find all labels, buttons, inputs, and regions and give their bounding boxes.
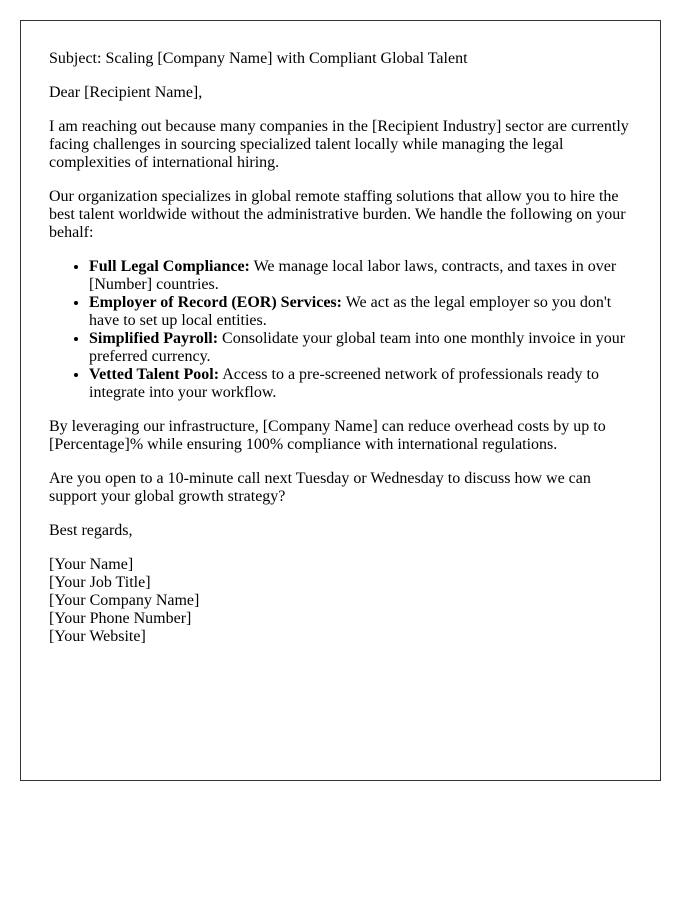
service-description: Access to a pre-screened network of professionals ready to integrate into your workflow. <box>89 366 599 401</box>
intro-paragraph: I am reaching out because many companies in the [Recipient Industry] sector are currently facing challenges in sourcing specialized talent locally while managing the legal complexities of international hiring. <box>49 118 629 171</box>
service-item-payroll <box>89 330 632 366</box>
signature-phone: [Your Phone Number] <box>49 610 192 627</box>
service-title: Full Legal Compliance: <box>89 258 250 275</box>
letter-body <box>21 21 660 646</box>
greeting: Dear [Recipient Name], <box>49 84 203 101</box>
service-title: Vetted Talent Pool: <box>89 366 220 383</box>
letter-container <box>20 20 661 781</box>
value-statement-paragraph: By leveraging our infrastructure, [Company Name] can reduce overhead costs by up to [Percentage]% while ensuring 100% compliance with international regulations. <box>49 418 606 453</box>
service-description: We manage local labor laws, contracts, and taxes in over [Number] countries. <box>89 258 617 293</box>
service-item-legal-compliance <box>89 258 632 294</box>
signature-name: [Your Name] <box>49 556 134 573</box>
services-list <box>49 258 632 402</box>
call-to-action-paragraph: Are you open to a 10-minute call next Tuesday or Wednesday to discuss how we can support your global growth strategy? <box>49 470 591 505</box>
service-title: Employer of Record (EOR) Services: <box>89 294 342 311</box>
service-description: We act as the legal employer so you don't have to set up local entities. <box>89 294 612 329</box>
closing: Best regards, <box>49 522 133 539</box>
signature-company: [Your Company Name] <box>49 592 200 609</box>
service-item-eor <box>89 294 632 330</box>
signature-block <box>49 556 632 646</box>
subject-line: Subject: Scaling [Company Name] with Compliant Global Talent <box>49 50 468 67</box>
service-description: Consolidate your global team into one monthly invoice in your preferred currency. <box>89 330 626 365</box>
service-item-talent-pool <box>89 366 632 402</box>
signature-job-title: [Your Job Title] <box>49 574 151 591</box>
service-title: Simplified Payroll: <box>89 330 219 347</box>
signature-website: [Your Website] <box>49 628 146 645</box>
services-intro-paragraph: Our organization specializes in global remote staffing solutions that allow you to hire the best talent worldwide without the administrative burden. We handle the following on your behalf: <box>49 188 626 241</box>
